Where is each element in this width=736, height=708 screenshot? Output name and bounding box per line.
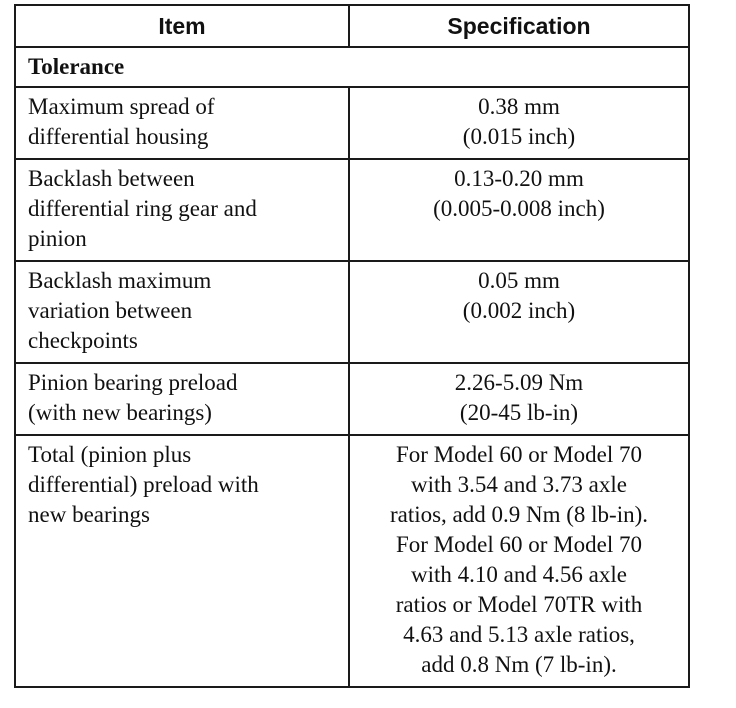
spec-line: 0.05 mm [478,268,560,293]
section-row [15,47,689,87]
item-line: Backlash maximum [28,268,212,293]
spec-cell [349,363,689,435]
header-row [15,5,689,47]
spec-cell [349,159,689,261]
item-line: pinion [28,226,87,251]
item-line: variation between [28,298,193,323]
spec-line: with 4.10 and 4.56 axle [411,562,627,587]
spec-line: For Model 60 or Model 70 [396,442,642,467]
spec-line: (0.005-0.008 inch) [433,196,605,221]
header-specification: Specification [349,5,689,47]
table-row [15,363,689,435]
item-line: checkpoints [28,328,138,353]
spec-line: For Model 60 or Model 70 [396,532,642,557]
spec-cell [349,87,689,159]
spec-line: 2.26-5.09 Nm [454,370,584,395]
spec-line: ratios or Model 70TR with [395,592,643,617]
item-line: Pinion bearing preload [28,370,238,395]
item-cell [15,261,349,363]
item-cell [15,363,349,435]
item-line: Total (pinion plus [28,442,192,467]
spec-line: ratios, add 0.9 Nm (8 lb-in). [389,502,649,527]
item-line: Backlash between [28,166,195,191]
spec-line: (0.015 inch) [462,124,576,149]
table-row [15,261,689,363]
spec-line: 4.63 and 5.13 axle ratios, [403,622,635,647]
header-item: Item [15,5,349,47]
spec-cell [349,435,689,687]
item-line: new bearings [28,502,150,527]
specification-table [14,4,690,688]
item-line: (with new bearings) [28,400,212,425]
section-title: Tolerance [15,47,689,87]
table-row [15,159,689,261]
item-line: differential ring gear and [28,196,257,221]
item-cell [15,159,349,261]
item-line: differential housing [28,124,209,149]
table-row [15,435,689,687]
item-line: differential) preload with [28,472,259,497]
item-cell [15,435,349,687]
spec-line: 0.38 mm [478,94,560,119]
item-line: Maximum spread of [28,94,215,119]
spec-line: (20-45 lb-in) [459,400,579,425]
spec-line: (0.002 inch) [462,298,576,323]
spec-cell [349,261,689,363]
table-row [15,87,689,159]
spec-line: 0.13-0.20 mm [454,166,584,191]
spec-line: add 0.8 Nm (7 lb-in). [421,652,617,677]
item-cell [15,87,349,159]
spec-line: with 3.54 and 3.73 axle [411,472,627,497]
